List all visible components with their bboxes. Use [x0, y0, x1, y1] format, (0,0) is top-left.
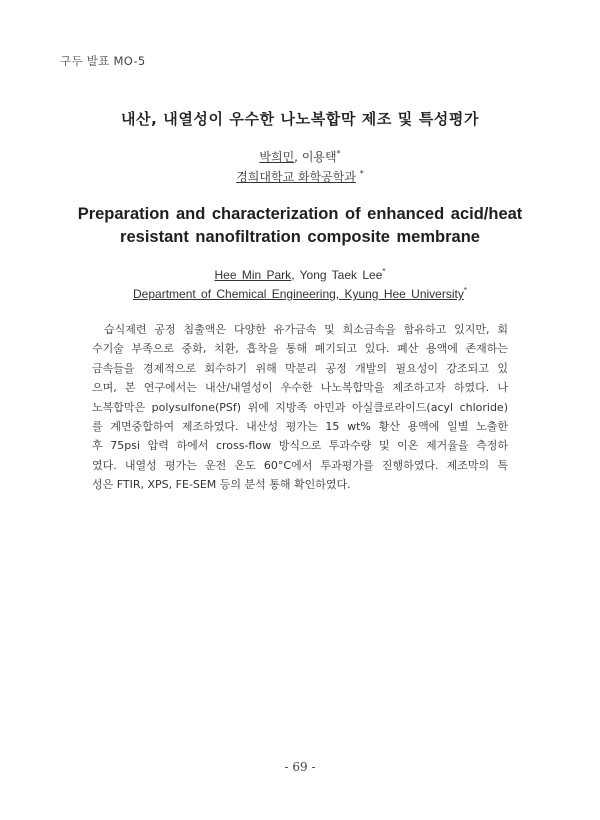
korean-title: 내산, 내열성이 우수한 나노복합막 제조 및 특성평가 — [120, 110, 480, 128]
english-corresponding-mark: * — [382, 267, 386, 276]
english-first-author: Hee Min Park — [214, 268, 292, 282]
english-affiliation-name: Department of Chemical Engineering, Kyung Hee University — [133, 287, 464, 301]
abstract-line: 습식제련 공정 침출액은 다양한 유가금속 및 희소금속을 함유하고 있지만, 회 — [104, 323, 508, 336]
korean-affiliation — [0, 168, 600, 185]
korean-corresponding-mark: * — [336, 149, 341, 158]
korean-affiliation-mark: * — [359, 169, 364, 178]
abstract — [92, 320, 508, 495]
abstract-line: 후 75psi 압력 하에서 cross-flow 방식으로 투과수량 및 이온 제거율을 측정하 — [92, 439, 508, 453]
english-author-separator: , — [291, 268, 300, 282]
korean-second-author: 이용택 — [301, 150, 337, 164]
english-authors — [0, 268, 600, 282]
page-number: - 69 - — [284, 760, 316, 774]
abstract-line: 를 계면중합하여 제조하였다. 내산성 평가는 15 wt% 황산 용액에 일별 노출한 — [92, 420, 508, 434]
abstract-line: 수기술 부족으로 중화, 치환, 흡착을 통해 폐기되고 있다. 폐산 용액에 존재하는 — [92, 342, 508, 356]
abstract-line: 노복합막은 polysulfone(PSf) 위에 지방족 아민과 아실클로라이드(acyl chloride) — [92, 400, 508, 414]
korean-author-separator: , — [294, 150, 302, 164]
korean-first-author: 박희민 — [259, 150, 295, 164]
korean-authors — [0, 148, 600, 165]
abstract-line: 였다. 내열성 평가는 운전 온도 60°C에서 투과평가를 진행하였다. 제조막의 특 — [92, 458, 508, 472]
english-title — [0, 203, 600, 249]
english-affiliation-mark: * — [463, 286, 467, 295]
english-second-author: Yong Taek Lee — [299, 268, 383, 282]
session-tag: 구두 발표 MO-5 — [60, 54, 146, 68]
english-title-line-1: Preparation and characterization of enhanced acid/heat — [77, 205, 523, 223]
abstract-line: 금속들을 경제적으로 회수하기 위해 막분리 공정 개발의 필요성이 강조되고 있 — [92, 361, 508, 375]
english-title-line-2: resistant nanofiltration composite membrane — [120, 228, 480, 246]
abstract-line: 성은 FTIR, XPS, FE-SEM 등의 분석 통해 확인하였다. — [92, 478, 351, 492]
korean-affiliation-name: 경희대학교 화학공학과 — [236, 170, 356, 184]
english-affiliation — [0, 287, 600, 301]
abstract-line: 으며, 본 연구에서는 내산/내열성이 우수한 나노복합막을 제조하고자 하였다. 나 — [92, 381, 508, 395]
